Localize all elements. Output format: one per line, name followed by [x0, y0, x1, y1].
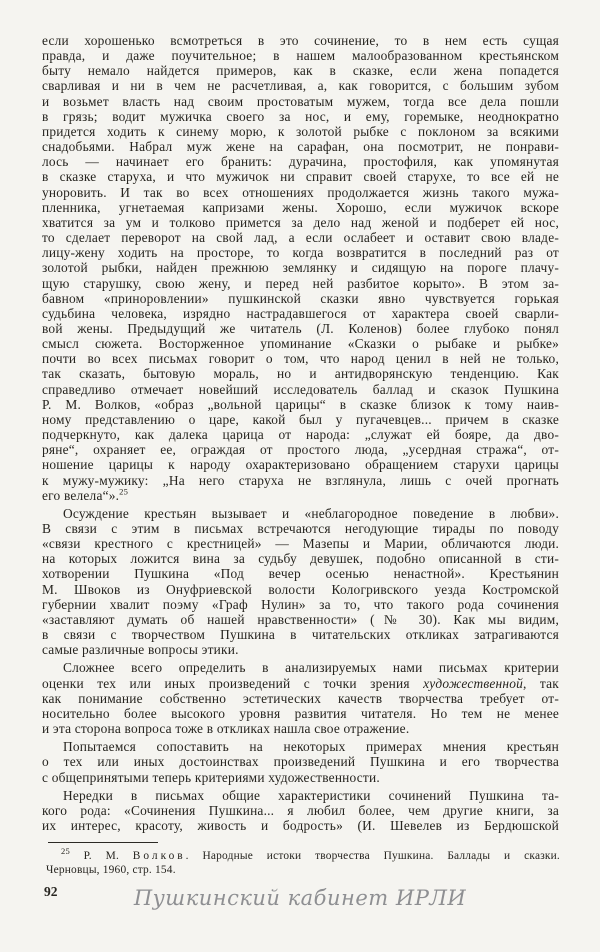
text-line: снадобьями. Набрал муж жене на сарафан, она посмотрит, не понрави-: [42, 139, 559, 155]
text-line: хотворении Пушкина «Под вечер осенью ненастной». Крестьянин: [42, 566, 559, 582]
text-line: придется ходить к синему морю, к золотой рыбке с поклоном за всякими: [42, 123, 559, 139]
text-line: ному представлению о царе, какой был у пугачевцев... причем в сказке: [42, 411, 559, 427]
text-line: Р. М. Волков, «образ „вольной царицы“ в сказке близок к тому наив-: [42, 396, 559, 412]
text-line: уноровить. И так во всех отношениях продолжается жизнь такого мужа-: [42, 184, 559, 200]
text-line: кого рода: «Сочинения Пушкина... я любил более, чем другие книги, за: [42, 802, 559, 818]
text-line: хватится за ум и толково примется за дело над женой и подберет ей нос,: [42, 214, 559, 230]
text-line: если хорошенько всмотреться в это сочинение, то в нем есть сущая: [42, 33, 559, 48]
text-line: «заставляют думать об нашей нравственности» (№ 30). Как мы видим,: [42, 611, 559, 627]
footnote-line: Черновцы, 1960, стр. 154.: [46, 863, 176, 876]
paragraph: [42, 739, 559, 784]
text-line: то сделает переворот на свой лад, а если ослабеет и оставит свою владе-: [42, 230, 559, 246]
text-line: как понимание собственно эстетических качеств творчества требует от-: [42, 690, 559, 706]
text-line: на которых ложится вина за судьбу девушек, подобно описанной в сти-: [42, 551, 559, 567]
text-line: лось — начинает его бранить: дурачина, простофиля, как упомянутая: [42, 154, 559, 170]
paragraph: [42, 660, 559, 736]
text-line: в сказке старуха, и что мужичок ни справит своей старухе, то все ей не: [42, 169, 559, 185]
text-line: самые различные вопросы этики.: [42, 642, 239, 658]
text-line: ряне“, охраняет ее, ограждая от простого люда, „усердная стража“, от-: [42, 442, 559, 458]
text-line: губернии хвалит поэму «Граф Нулин» за то, что такого рода сочинения: [42, 596, 559, 612]
text-line: ношение царицы к народу охарактеризовано обращением старухи царицы: [42, 457, 559, 473]
footnote-line: $^{25}$ Р. М. Волков. Народные истоки творчества Пушкина. Баллады и сказки.: [61, 846, 560, 862]
body-text: [42, 33, 559, 833]
text-line: о тех или иных достоинствах произведений Пушкина и его творчества: [42, 754, 559, 770]
text-line: В связи с этим в письмах встречаются негодующие тирады по поводу: [42, 521, 559, 536]
text-line: М. Швоков из Онуфриевской волости Кологривского уезда Костромской: [42, 581, 559, 597]
text-line: Попытаемся сопоставить на некоторых примерах мнения крестьян: [63, 739, 559, 755]
text-line: Осуждение крестьян вызывает и «неблагородное поведение в любви».: [63, 505, 559, 521]
text-line: быту немало найдется примеров, как в сказке, если жена попадется: [42, 63, 559, 79]
text-line: судьбина человека, изрядно настрадавшегося от характера своей сварли-: [42, 305, 559, 321]
text-line: лицу-жену ходить на просторе, то когда возвратится в последний раз от: [42, 245, 559, 261]
paragraph: [42, 788, 559, 833]
text-line: и возьмет власть над своим простоватым мужем, тогда все дела пошли: [42, 93, 559, 109]
text-line: к мужу-мужику: „На него старуха не взглянула, лишь с очей прогнать: [42, 472, 559, 488]
text-line: носительно более высокого уровня развития читателя. Но тем не менее: [42, 705, 559, 721]
text-line: справедливо отмечает новейший исследователь баллад и сказок Пушкина: [42, 381, 559, 397]
text-line: щую старушку, свою жену, и перед ней разбитое корыто». В этом за-: [42, 275, 559, 291]
footnote: [46, 846, 560, 877]
footnote-divider: [48, 842, 158, 843]
paragraph: [42, 506, 559, 658]
paragraph: [42, 33, 559, 503]
text-line: смысл сюжета. Восторженное упоминание «Сказки о рыбаке и рыбке»: [42, 336, 559, 352]
text-line: Сложнее всего определить в анализируемых нами письмах критерии: [63, 660, 559, 676]
text-line: правда, и даже поучительное; в нашем малообразованном крестьянском: [42, 48, 559, 64]
text-line: в связи с творчеством Пушкина в читательских откликах затрагиваются: [42, 627, 559, 643]
text-line: его велела“».$^{25}$: [42, 486, 129, 503]
text-line: сварливая и ни в чем не расчетливая, а, как говорится, с большим зубом: [42, 78, 559, 94]
text-line: золотой рыбки, найден прежнюю землянку и сидящую на пороге плачу-: [42, 260, 559, 276]
text-line: подчеркнуто, как далека царица от народа: „служат ей бояре, да дво-: [42, 427, 559, 443]
text-line: с общепринятыми теперь критериями художественности.: [42, 769, 380, 785]
text-line: их интерес, красоту, живость и бодрость» (И. Шевелев из Бердюшской: [42, 817, 559, 833]
text-line: и эта сторона вопроса тоже в откликах нашла свое отражение.: [42, 721, 410, 737]
text-line: бавном «приноровлении» пушкинской сказки явно чувствуется горькая: [42, 290, 559, 306]
watermark: Пушкинский кабинет ИРЛИ: [133, 886, 467, 910]
text-line: оценки тех или иных произведений с точки зрения художественной, так: [42, 675, 559, 691]
page-number: 92: [44, 884, 58, 899]
text-line: пленника, угнетаемая капризами жены. Хорошо, если мужичок вскоре: [42, 199, 559, 215]
text-line: почти во всех письмах говорит о том, что народ ценил в ней не только,: [42, 351, 559, 367]
text-line: вой жены. Предыдущий же читатель (Л. Коленов) более глубоко понял: [42, 320, 559, 336]
text-line: так сказать, бытовую мораль, но и антидворянскую тенденцию. Как: [42, 366, 559, 382]
text-line: Нередки в письмах общие характеристики сочинений Пушкина та-: [63, 787, 559, 803]
text-line: в грязь; водит мужичка своего за нос, и ему, горемыке, неоднократно: [42, 108, 559, 124]
text-line: «связи крестного с крестницей» — Мазепы и Марии, обличаются люди.: [42, 536, 559, 552]
